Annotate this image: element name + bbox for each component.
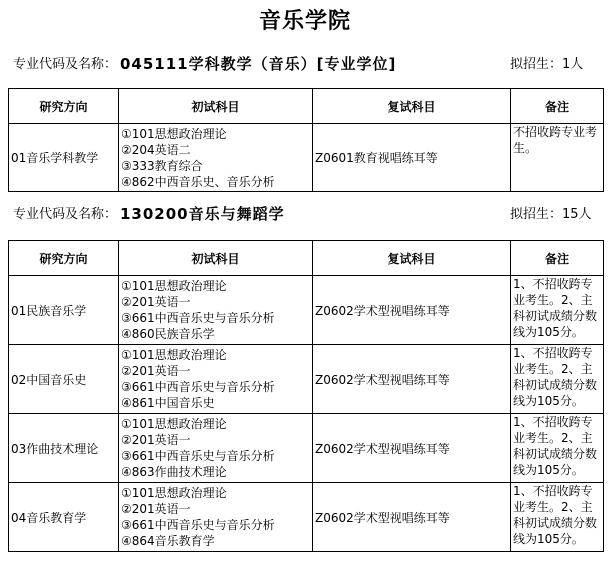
header-retest: 复试科目 (313, 241, 511, 276)
header-retest: 复试科目 (313, 89, 511, 124)
enrollment-quota: 拟招生：1人 (510, 57, 584, 72)
page-title: 音乐学院 (258, 8, 351, 34)
exam-item: ③661中西音乐史与音乐分析 (121, 380, 275, 394)
table-row (9, 414, 604, 483)
note-cell: 1、不招收跨专业考生。2、主科初试成绩分数线为105分。 (511, 483, 604, 552)
direction-cell: 01民族音乐学 (9, 276, 119, 345)
exam-item: ④862中西音乐史、音乐分析 (121, 174, 275, 189)
table-row (9, 124, 604, 192)
exam-item: ②201英语一 (121, 364, 191, 378)
retest-cell: Z0601教育视唱练耳等 (313, 124, 511, 192)
exams-cell (119, 345, 313, 414)
exam-item: ②204英语二 (121, 142, 191, 157)
exam-item: ④860民族音乐学 (121, 327, 215, 341)
note-cell: 不招收跨专业考生。 (511, 124, 604, 192)
exam-item: ③661中西音乐史与音乐分析 (121, 449, 275, 463)
retest-cell: Z0602学术型视唱练耳等 (313, 345, 511, 414)
enrollment-quota: 拟招生：15人 (510, 207, 592, 222)
exams-cell (119, 276, 313, 345)
exams-cell (119, 414, 313, 483)
header-note: 备注 (511, 241, 604, 276)
exam-item: ①101思想政治理论 (121, 279, 227, 293)
note-cell: 1、不招收跨专业考生。2、主科初试成绩分数线为105分。 (511, 345, 604, 414)
retest-cell: Z0602学术型视唱练耳等 (313, 483, 511, 552)
table-row (9, 276, 604, 345)
exam-item: ②201英语一 (121, 433, 191, 447)
retest-cell: Z0602学术型视唱练耳等 (313, 276, 511, 345)
program-table-130200 (8, 240, 604, 552)
retest-cell: Z0602学术型视唱练耳等 (313, 414, 511, 483)
exam-item: ③661中西音乐史与音乐分析 (121, 518, 275, 532)
direction-cell: 02中国音乐史 (9, 345, 119, 414)
table-header-row (9, 89, 604, 124)
note-cell: 1、不招收跨专业考生。2、主科初试成绩分数线为105分。 (511, 414, 604, 483)
exam-item: ②201英语一 (121, 295, 191, 309)
direction-cell: 04音乐教育学 (9, 483, 119, 552)
exam-item: ①101思想政治理论 (121, 126, 227, 141)
exam-item: ④864音乐教育学 (121, 534, 215, 548)
exam-item: ③333教育综合 (121, 158, 203, 173)
exams-cell (119, 124, 313, 192)
exams-cell (119, 483, 313, 552)
exam-item: ③661中西音乐史与音乐分析 (121, 311, 275, 325)
program-name: 045111学科教学（音乐）[专业学位] (120, 55, 397, 73)
note-cell: 1、不招收跨专业考生。2、主科初试成绩分数线为105分。 (511, 276, 604, 345)
program-code-label: 专业代码及名称： (13, 207, 118, 222)
exam-item: ①101思想政治理论 (121, 348, 227, 362)
exam-item: ④861中国音乐史 (121, 396, 215, 410)
program-code-label: 专业代码及名称： (13, 57, 118, 72)
exam-item: ②201英语一 (121, 502, 191, 516)
header-direction: 研究方向 (9, 241, 119, 276)
exam-item: ④863作曲技术理论 (121, 465, 227, 479)
header-direction: 研究方向 (9, 89, 119, 124)
header-exams: 初试科目 (119, 241, 313, 276)
exam-item: ①101思想政治理论 (121, 486, 227, 500)
program-header-045111 (0, 52, 610, 78)
program-table-045111 (8, 88, 604, 192)
program-header-130200 (0, 202, 610, 228)
direction-cell: 01音乐学科教学 (9, 124, 119, 192)
header-note: 备注 (511, 89, 604, 124)
header-exams: 初试科目 (119, 89, 313, 124)
program-name: 130200音乐与舞蹈学 (120, 205, 285, 223)
table-header-row (9, 241, 604, 276)
table-row (9, 483, 604, 552)
table-row (9, 345, 604, 414)
exam-item: ①101思想政治理论 (121, 417, 227, 431)
direction-cell: 03作曲技术理论 (9, 414, 119, 483)
